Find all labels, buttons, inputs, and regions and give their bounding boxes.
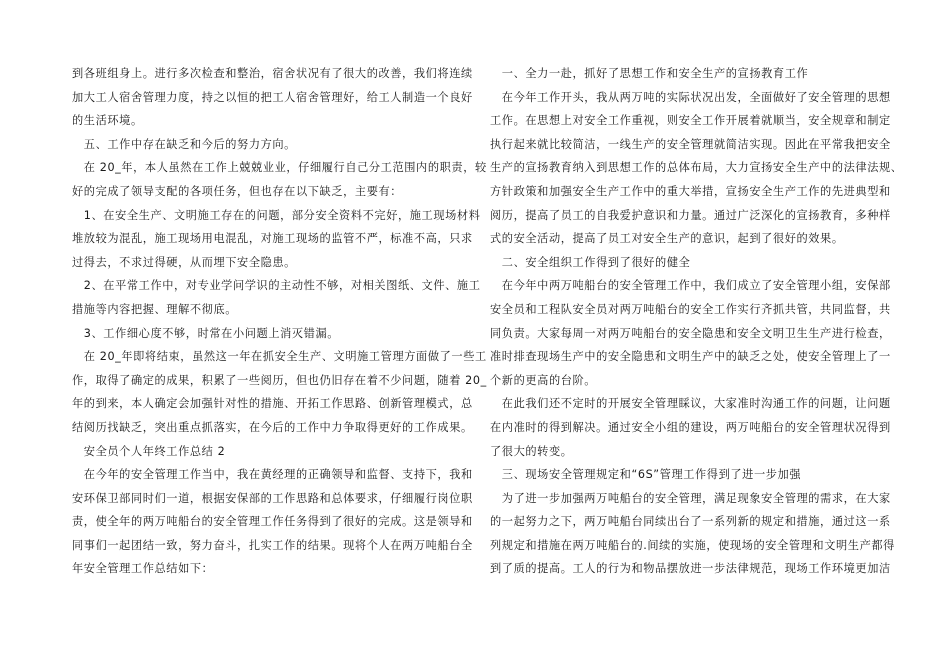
text-line: 式的安全活动，提高了员工对安全生产的意识，起到了很好的效果。 [490, 232, 844, 246]
text-line: 在 20_年，本人虽然在工作上兢兢业业，仔细履行自己分工范围内的职责，较 [72, 161, 487, 175]
section-heading: 二、安全组织工作得到了很好的健全 [490, 255, 691, 269]
text-line: 的生活环境。 [72, 114, 143, 128]
right-text-column [490, 62, 903, 581]
text-line: 的一起努力之下，两万吨船台同续出台了一系列新的规定和措施，通过这一系 [490, 515, 891, 529]
text-line: 在今年的安全管理工作当中，我在黄经理的正确领导和监督、支持下，我和 [72, 468, 473, 482]
text-line: 年的到来，本人确定会加强针对性的措施、开拓工作思路、创新管理模式，总 [72, 397, 473, 411]
section-heading: 三、现场安全管理规定和“6S”管理工作得到了进一步加强 [490, 468, 802, 482]
text-line: 3、工作细心度不够，时常在小问题上消灭错漏。 [72, 326, 340, 340]
text-line: 工作。在思想上对安全工作重视，则安全工作开展着就顺当，安全规章和制定 [490, 114, 891, 128]
text-line: 安环保卫部同时们一道，根据安保部的工作思路和总体要求，仔细履行岗位职 [72, 491, 473, 505]
left-text-column [72, 62, 487, 581]
text-line: 作，取得了确定的成果，积累了一些阅历，但也仍旧存在着不少问题，随着 20_ [72, 373, 487, 387]
text-line: 为了进一步加强两万吨船台的安全管理，满足现象安全管理的需求，在大家 [490, 491, 891, 505]
text-line: 生产的宣扬教育纳入到思想工作的总体布局，大力宣扬安全生产中的法律法规、 [490, 161, 903, 175]
text-line: 列规定和措施在两万吨船台的.间续的实施，使现场的安全管理和文明生产都得 [490, 538, 895, 552]
text-line: 在今年中两万吨船台的安全管理工作中，我们成立了安全管理小组，安保部 [490, 279, 891, 293]
section-heading: 一、全力一赴，抓好了思想工作和安全生产的宣扬教育工作 [490, 67, 809, 80]
text-line: 个新的更高的台阶。 [490, 373, 597, 387]
document-subtitle: 安全员个人年终工作总结 2 [72, 444, 226, 458]
text-line: 措施等内容把握、理解不彻底。 [72, 302, 238, 316]
text-line: 同负责。大家每周一对两万吨船台的安全隐患和安全文明卫生生产进行检查， [490, 326, 891, 340]
text-line: 在内准时的得到解决。通过安全小组的建设，两万吨船台的安全管理状况得到 [490, 420, 891, 434]
text-line: 好的完成了领导支配的各项任务，但也存在以下缺乏，主要有： [72, 184, 403, 198]
text-line: 在今年工作开头，我从两万吨的实际状况出发，全面做好了安全管理的思想 [490, 90, 891, 104]
text-line: 堆放较为混乱，施工现场用电混乱，对施工现场的监管不严，标准不高，只求 [72, 232, 473, 246]
text-line: 同事们一起团结一致，努力奋斗，扎实工作的结果。现将个人在两万吨船台全 [72, 538, 473, 552]
text-line: 过得去，不求过得硬，从而埋下安全隐患。 [72, 255, 296, 269]
text-line: 方针政策和加强安全生产工作中的重大举措，宣扬安全生产工作的先进典型和 [490, 184, 891, 198]
text-line: 到各班组身上。进行多次检查和整治，宿舍状况有了很大的改善，我们将连续 [72, 67, 473, 80]
text-line: 安全员和工程队安全员对两万吨船台的安全工作实行齐抓共管，共同监督，共 [490, 302, 891, 316]
text-line: 到了质的提高。工人的行为和物品摆放进一步法律规范，现场工作环境更加洁 [490, 562, 891, 576]
text-line: 2、在平常工作中，对专业学问学识的主动性不够，对相关图纸、文件、施工 [72, 279, 481, 293]
section-heading: 五、工作中存在缺乏和今后的努力方向。 [72, 137, 296, 151]
text-line: 在此我们还不定时的开展安全管理睬议，大家准时沟通工作的问题，让问题 [490, 397, 891, 411]
text-line: 在 20_年即将结束，虽然这一年在抓安全生产、文明施工管理方面做了一些工 [72, 350, 487, 364]
text-line: 责，使全年的两万吨船台的安全管理工作任务得到了很好的完成。这是领导和 [72, 515, 473, 529]
text-line: 结阅历找缺乏，突出重点抓落实，在今后的工作中力争取得更好的工作成果。 [72, 420, 473, 434]
text-line: 年安全管理工作总结如下： [72, 562, 214, 576]
text-line: 执行起来就比较简洁，一线生产的安全管理就简洁实现。因此在平常我把安全 [490, 137, 891, 151]
text-line: 准时排查现场生产中的安全隐患和文明生产中的缺乏之处，使安全管理上了一 [490, 350, 891, 364]
text-line: 加大工人宿舍管理力度，持之以恒的把工人宿舍管理好，给工人制造一个良好 [72, 90, 473, 104]
text-line: 阅历，提高了员工的自我爱护意识和力量。通过广泛深化的宣扬教育，多种样 [490, 208, 891, 222]
text-line: 1、在安全生产、文明施工存在的问题，部分安全资料不完好，施工现场材料 [72, 208, 481, 222]
text-line: 了很大的转变。 [490, 444, 573, 458]
